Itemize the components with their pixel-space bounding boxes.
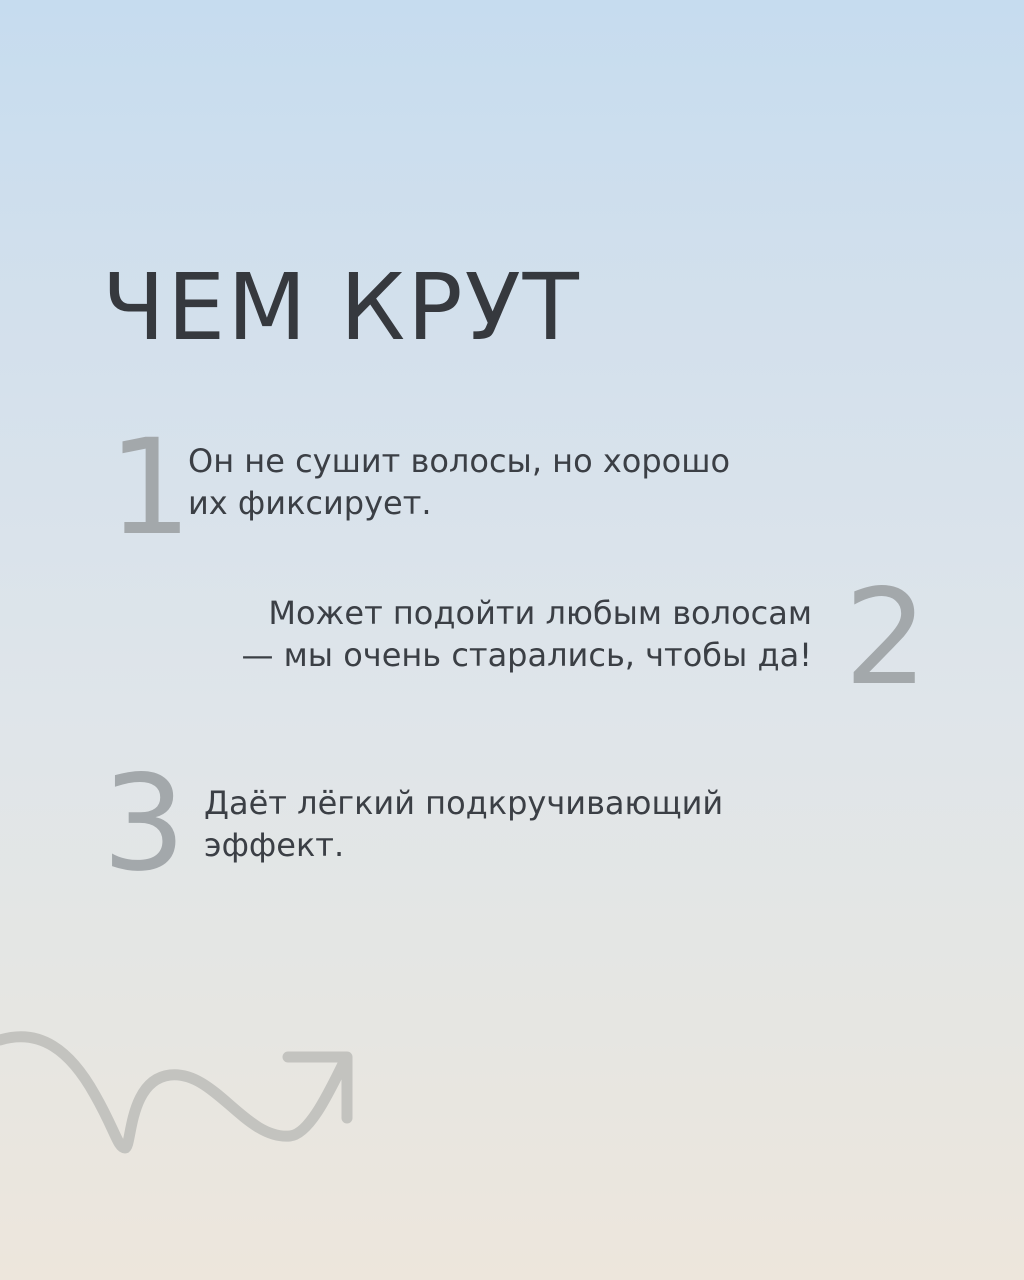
item-number-2: 2: [844, 561, 928, 715]
item-number-1: 1: [108, 411, 192, 565]
item-1-line-1: Он не сушит волосы, но хорошо: [188, 442, 731, 480]
item-text-2: [241, 592, 812, 676]
item-1-line-2: их фиксирует.: [188, 484, 432, 522]
item-3-line-1: Даёт лёгкий подкручивающий: [204, 784, 724, 822]
item-text-3: [204, 782, 723, 866]
item-2-line-2: — мы очень старались, чтобы да!: [241, 636, 812, 674]
item-text-1: [188, 440, 730, 524]
item-3-line-2: эффект.: [204, 826, 345, 864]
page-title: ЧЕМ КРУТ: [102, 254, 581, 361]
squiggle-arrow-icon: [0, 1020, 380, 1170]
item-2-line-1: Может подойти любым волосам: [268, 594, 812, 632]
item-number-3: 3: [102, 747, 186, 901]
